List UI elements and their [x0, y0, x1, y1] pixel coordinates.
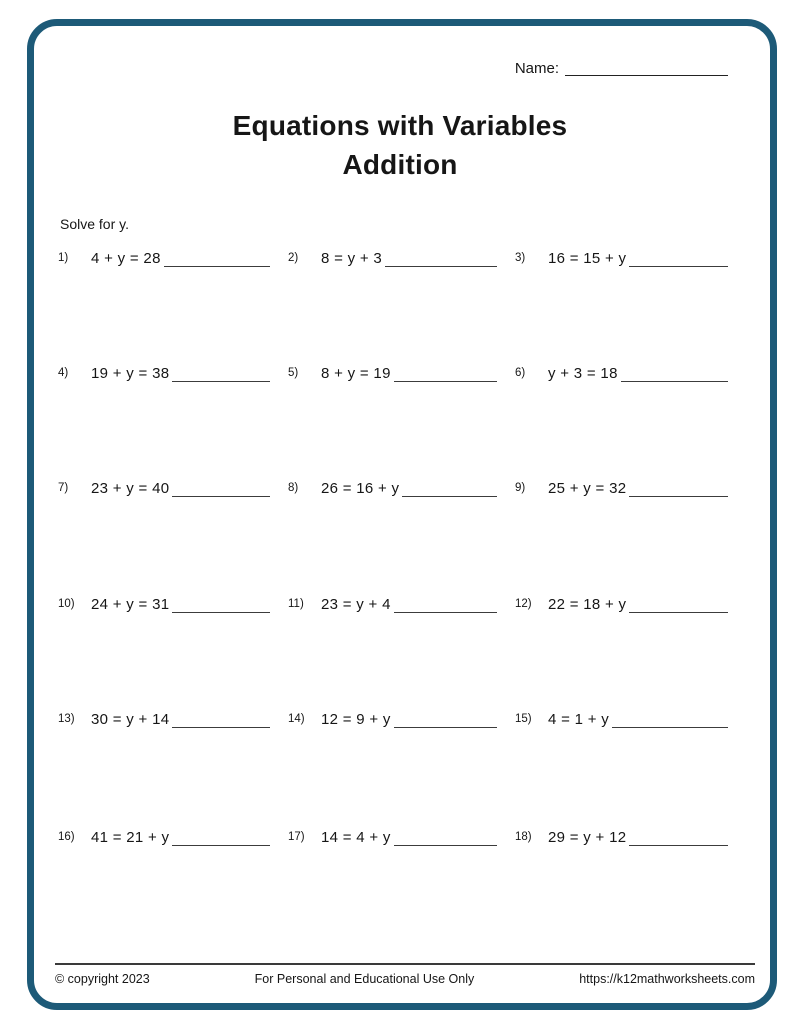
problem-cell [288, 829, 515, 846]
problem-cell [288, 596, 515, 613]
answer-line[interactable] [621, 380, 728, 382]
problem-number: 14) [288, 713, 305, 725]
problem-cell [515, 829, 740, 846]
name-label: Name: [514, 60, 559, 77]
problem-row [58, 250, 740, 267]
title-line-2: Addition [342, 149, 458, 180]
problem-cell [58, 480, 288, 497]
answer-line[interactable] [394, 380, 497, 382]
problem-row [58, 711, 740, 728]
problem-equation: 22 = 18 + y [548, 596, 627, 613]
answer-line[interactable] [385, 265, 497, 267]
problem-row [58, 829, 740, 846]
problem-equation: 4 = 1 + y [548, 711, 610, 728]
answer-line[interactable] [394, 726, 497, 728]
answer-line[interactable] [172, 380, 270, 382]
problem-equation: 23 + y = 40 [91, 480, 170, 497]
answer-line[interactable] [172, 726, 270, 728]
problem-cell [288, 480, 515, 497]
answer-line[interactable] [164, 265, 270, 267]
problem-number: 3) [515, 252, 526, 264]
answer-line[interactable] [394, 844, 497, 846]
problem-equation: 19 + y = 38 [91, 365, 170, 382]
problem-number: 1) [58, 252, 69, 264]
problem-number: 2) [288, 252, 299, 264]
problem-equation: 12 = 9 + y [321, 711, 391, 728]
problem-equation: 41 = 21 + y [91, 829, 170, 846]
answer-line[interactable] [172, 495, 270, 497]
answer-line[interactable] [629, 611, 728, 613]
problem-equation: 4 + y = 28 [91, 250, 161, 267]
answer-line[interactable] [612, 726, 728, 728]
footer-copyright: © copyright 2023 [55, 972, 150, 986]
problem-equation: 29 = y + 12 [548, 829, 627, 846]
problem-number: 5) [288, 367, 299, 379]
problem-cell [288, 250, 515, 267]
answer-line[interactable] [629, 265, 728, 267]
problem-number: 4) [58, 367, 69, 379]
problem-row [58, 596, 740, 613]
problem-cell [515, 480, 740, 497]
problem-cell [515, 596, 740, 613]
answer-line[interactable] [172, 611, 270, 613]
problem-equation: 30 = y + 14 [91, 711, 170, 728]
problem-equation: 14 = 4 + y [321, 829, 391, 846]
footer-url[interactable]: https://k12mathworksheets.com [579, 972, 755, 986]
problem-number: 18) [515, 831, 532, 843]
problem-cell [58, 596, 288, 613]
problem-cell [288, 711, 515, 728]
answer-line[interactable] [629, 844, 728, 846]
title-line-1: Equations with Variables [232, 110, 568, 141]
problem-cell [515, 711, 740, 728]
answer-line[interactable] [402, 495, 497, 497]
problem-number: 13) [58, 713, 75, 725]
problem-equation: 8 = y + 3 [321, 250, 383, 267]
problem-equation: 8 + y = 19 [321, 365, 391, 382]
problem-cell [58, 250, 288, 267]
problem-equation: 24 + y = 31 [91, 596, 170, 613]
problem-number: 10) [58, 598, 75, 610]
answer-line[interactable] [629, 495, 728, 497]
problem-row [58, 365, 740, 382]
problem-number: 8) [288, 482, 299, 494]
footer-usage: For Personal and Educational Use Only [254, 972, 475, 986]
problem-number: 16) [58, 831, 75, 843]
problems-grid [58, 0, 740, 900]
problem-equation: 25 + y = 32 [548, 480, 627, 497]
problem-equation: 16 = 15 + y [548, 250, 627, 267]
problem-number: 11) [288, 598, 304, 610]
problem-number: 6) [515, 367, 526, 379]
problem-equation: y + 3 = 18 [548, 365, 618, 382]
problem-cell [515, 250, 740, 267]
instruction-text: Solve for y. [60, 216, 129, 232]
page-footer [55, 963, 755, 986]
problem-cell [288, 365, 515, 382]
problem-number: 17) [288, 831, 305, 843]
problem-cell [515, 365, 740, 382]
problem-number: 7) [58, 482, 69, 494]
problem-cell [58, 365, 288, 382]
problem-equation: 23 = y + 4 [321, 596, 391, 613]
problem-equation: 26 = 16 + y [321, 480, 400, 497]
answer-line[interactable] [172, 844, 270, 846]
problem-number: 12) [515, 598, 532, 610]
problem-cell [58, 829, 288, 846]
problem-cell [58, 711, 288, 728]
answer-line[interactable] [394, 611, 497, 613]
problem-number: 9) [515, 482, 526, 494]
problem-number: 15) [515, 713, 532, 725]
problem-row [58, 480, 740, 497]
